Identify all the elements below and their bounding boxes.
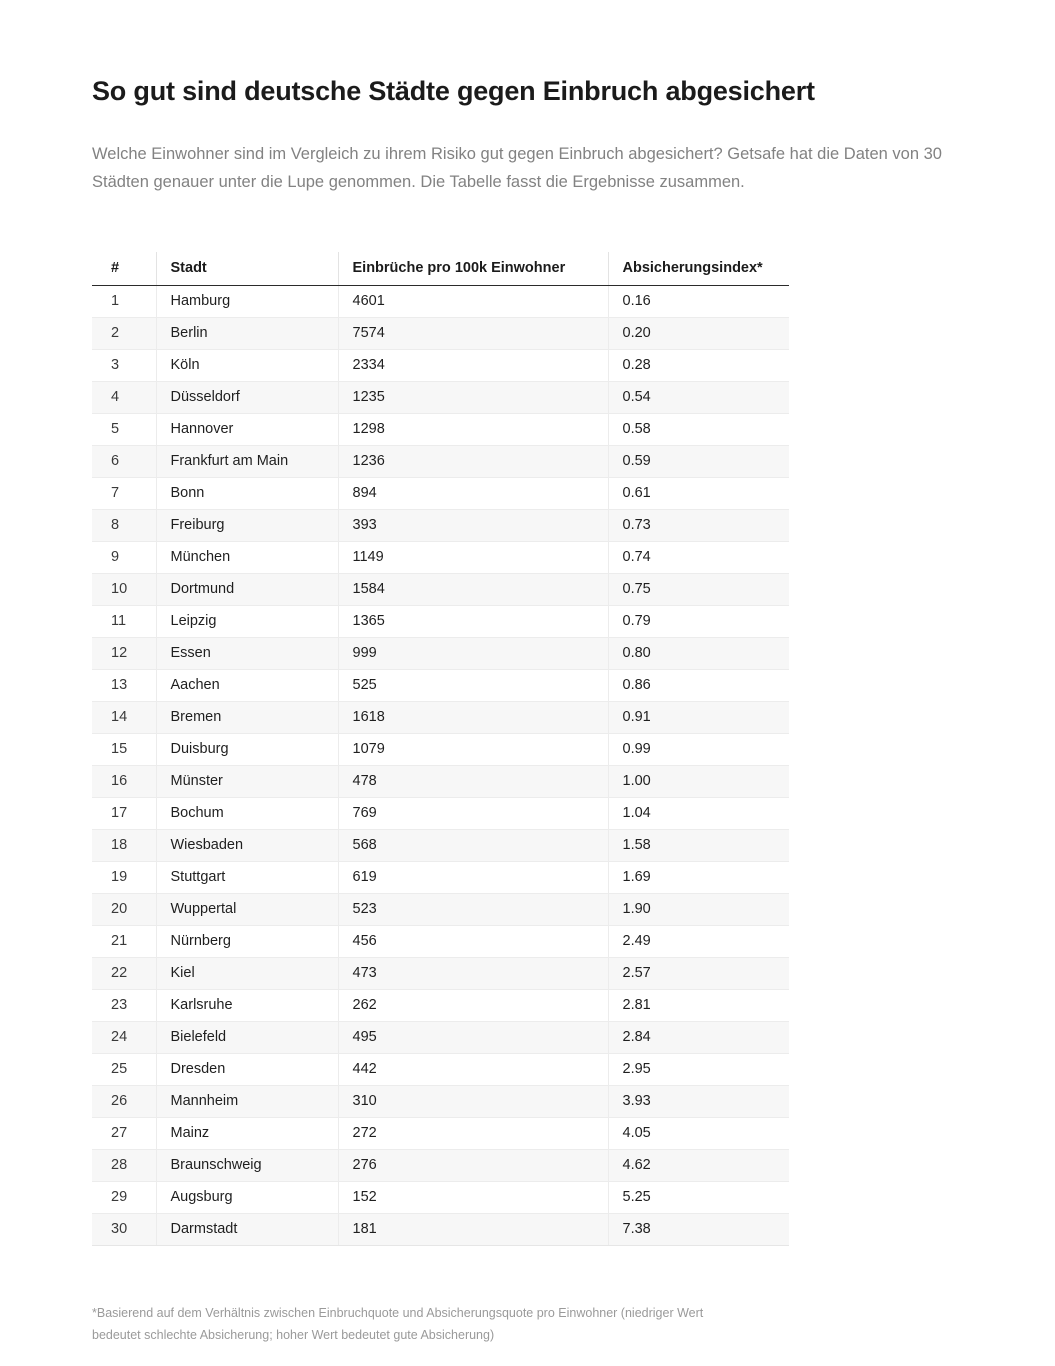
cell-burglaries: 473 [338,958,608,990]
cell-rank: 9 [92,542,156,574]
cell-city: Duisburg [156,734,338,766]
cell-burglaries: 1618 [338,702,608,734]
table-row [92,830,789,862]
table-row [92,1022,789,1054]
table-row [92,1150,789,1182]
cell-index: 1.90 [608,894,789,926]
cell-city: Berlin [156,318,338,350]
cell-index: 4.05 [608,1118,789,1150]
cell-city: Düsseldorf [156,382,338,414]
cell-city: Darmstadt [156,1214,338,1246]
cell-index: 2.49 [608,926,789,958]
cell-burglaries: 999 [338,638,608,670]
cell-index: 0.59 [608,446,789,478]
cell-city: Braunschweig [156,1150,338,1182]
column-header-index: Absicherungsindex* [608,252,789,286]
page-title: So gut sind deutsche Städte gegen Einbruch abgesichert [92,76,815,106]
cell-rank: 19 [92,862,156,894]
cell-burglaries: 272 [338,1118,608,1150]
cell-burglaries: 1298 [338,414,608,446]
cell-rank: 10 [92,574,156,606]
cell-rank: 5 [92,414,156,446]
cell-city: Aachen [156,670,338,702]
table-footnote: *Basierend auf dem Verhältnis zwischen Einbruchquote und Absicherungsquote pro Einwohner (niedriger Wert bedeutet schlechte Absicherung; hoher Wert bedeutet gute Absicherung) [92,1305,704,1342]
cell-index: 0.28 [608,350,789,382]
table-row [92,478,789,510]
cell-rank: 11 [92,606,156,638]
cell-index: 2.81 [608,990,789,1022]
cell-rank: 29 [92,1182,156,1214]
cell-rank: 4 [92,382,156,414]
cell-burglaries: 4601 [338,286,608,318]
cell-burglaries: 568 [338,830,608,862]
cell-index: 1.69 [608,862,789,894]
cell-burglaries: 478 [338,766,608,798]
table-row [92,1214,789,1246]
cell-rank: 20 [92,894,156,926]
cell-rank: 6 [92,446,156,478]
page-subtitle: Welche Einwohner sind im Vergleich zu ihrem Risiko gut gegen Einbruch abgesichert? Getsafe hat die Daten von 30 Städten genauer unter die Lupe genommen. Die Tabelle fasst die Ergebnisse zusammen. [92,145,942,191]
cell-burglaries: 894 [338,478,608,510]
cell-city: Bonn [156,478,338,510]
cell-index: 0.79 [608,606,789,638]
cell-city: Stuttgart [156,862,338,894]
cell-burglaries: 495 [338,1022,608,1054]
cell-burglaries: 1584 [338,574,608,606]
cell-rank: 3 [92,350,156,382]
cell-city: Dresden [156,1054,338,1086]
cell-index: 0.74 [608,542,789,574]
cell-index: 0.75 [608,574,789,606]
cell-rank: 23 [92,990,156,1022]
table-row [92,990,789,1022]
cell-burglaries: 1149 [338,542,608,574]
cell-rank: 26 [92,1086,156,1118]
table-header [92,252,789,286]
cell-index: 7.38 [608,1214,789,1246]
cell-city: Bielefeld [156,1022,338,1054]
cell-burglaries: 152 [338,1182,608,1214]
cell-rank: 27 [92,1118,156,1150]
table-row [92,958,789,990]
cell-rank: 12 [92,638,156,670]
cell-burglaries: 619 [338,862,608,894]
cell-burglaries: 1079 [338,734,608,766]
cell-index: 2.84 [608,1022,789,1054]
table-row [92,1118,789,1150]
table-row [92,702,789,734]
cell-index: 1.00 [608,766,789,798]
cell-burglaries: 1236 [338,446,608,478]
cell-burglaries: 525 [338,670,608,702]
cell-rank: 14 [92,702,156,734]
cell-burglaries: 456 [338,926,608,958]
cell-index: 0.91 [608,702,789,734]
cell-burglaries: 1365 [338,606,608,638]
cell-burglaries: 310 [338,1086,608,1118]
cell-rank: 25 [92,1054,156,1086]
table-row [92,862,789,894]
table-row [92,542,789,574]
cell-index: 0.61 [608,478,789,510]
cell-index: 0.99 [608,734,789,766]
cell-city: Hannover [156,414,338,446]
cell-index: 4.62 [608,1150,789,1182]
cell-index: 5.25 [608,1182,789,1214]
table-row [92,414,789,446]
table-row [92,766,789,798]
table-row [92,1182,789,1214]
cell-burglaries: 2334 [338,350,608,382]
table-row [92,574,789,606]
cell-city: Essen [156,638,338,670]
cell-rank: 1 [92,286,156,318]
cell-city: Karlsruhe [156,990,338,1022]
cell-city: Bremen [156,702,338,734]
table-row [92,1054,789,1086]
cell-burglaries: 7574 [338,318,608,350]
cell-burglaries: 276 [338,1150,608,1182]
cell-rank: 8 [92,510,156,542]
table-row [92,638,789,670]
cell-city: Dortmund [156,574,338,606]
table-row [92,318,789,350]
cell-city: München [156,542,338,574]
cell-rank: 21 [92,926,156,958]
table-row [92,606,789,638]
cell-index: 0.73 [608,510,789,542]
cell-city: Wuppertal [156,894,338,926]
cell-city: Mannheim [156,1086,338,1118]
cell-city: Nürnberg [156,926,338,958]
cell-rank: 18 [92,830,156,862]
cell-burglaries: 1235 [338,382,608,414]
cell-burglaries: 769 [338,798,608,830]
cell-index: 1.04 [608,798,789,830]
cell-index: 2.95 [608,1054,789,1086]
table-row [92,350,789,382]
table-row [92,894,789,926]
cell-rank: 28 [92,1150,156,1182]
cell-rank: 22 [92,958,156,990]
cell-city: Hamburg [156,286,338,318]
table-row [92,510,789,542]
table-container [92,196,963,1246]
cell-index: 0.20 [608,318,789,350]
cell-burglaries: 262 [338,990,608,1022]
table-row [92,382,789,414]
table-row [92,798,789,830]
cell-city: Münster [156,766,338,798]
cell-index: 0.86 [608,670,789,702]
security-index-table [92,252,789,1246]
cell-index: 1.58 [608,830,789,862]
table-row [92,1086,789,1118]
cell-burglaries: 523 [338,894,608,926]
cell-burglaries: 393 [338,510,608,542]
cell-index: 0.16 [608,286,789,318]
cell-burglaries: 181 [338,1214,608,1246]
cell-city: Kiel [156,958,338,990]
table-header-row [92,252,789,286]
cell-rank: 24 [92,1022,156,1054]
cell-index: 2.57 [608,958,789,990]
cell-index: 0.54 [608,382,789,414]
cell-city: Augsburg [156,1182,338,1214]
cell-index: 3.93 [608,1086,789,1118]
cell-city: Leipzig [156,606,338,638]
table-row [92,734,789,766]
cell-rank: 30 [92,1214,156,1246]
cell-rank: 17 [92,798,156,830]
table-row [92,446,789,478]
cell-index: 0.80 [608,638,789,670]
table-row [92,926,789,958]
cell-city: Frankfurt am Main [156,446,338,478]
cell-rank: 7 [92,478,156,510]
cell-burglaries: 442 [338,1054,608,1086]
cell-city: Wiesbaden [156,830,338,862]
cell-index: 0.58 [608,414,789,446]
column-header-rank: # [92,252,156,286]
cell-city: Köln [156,350,338,382]
table-body [92,286,789,1246]
cell-rank: 13 [92,670,156,702]
column-header-city: Stadt [156,252,338,286]
cell-city: Mainz [156,1118,338,1150]
cell-rank: 2 [92,318,156,350]
cell-city: Freiburg [156,510,338,542]
cell-city: Bochum [156,798,338,830]
table-row [92,670,789,702]
table-row [92,286,789,318]
cell-rank: 16 [92,766,156,798]
cell-rank: 15 [92,734,156,766]
column-header-burglaries: Einbrüche pro 100k Einwohner [338,252,608,286]
